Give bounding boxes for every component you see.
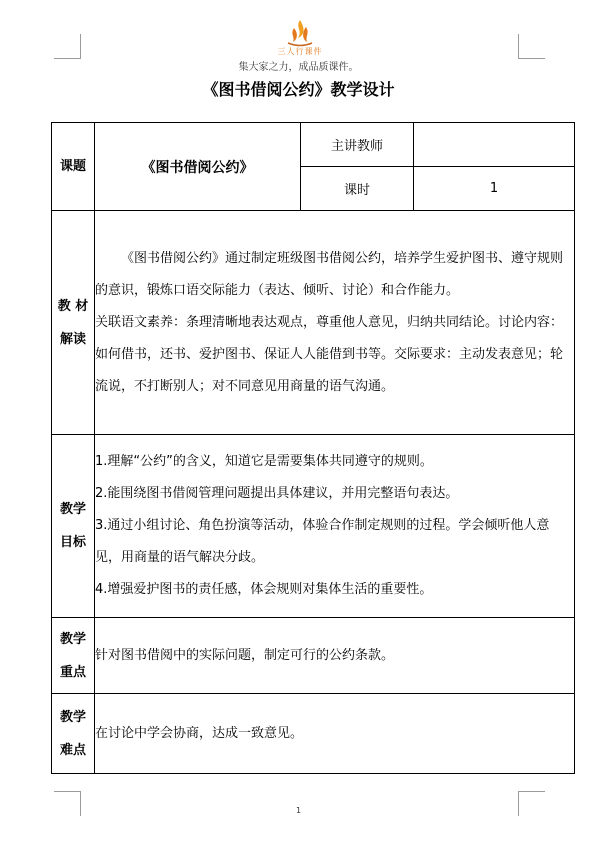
hours-label: 课时 [301, 167, 414, 211]
material-label-line2: 解读 [59, 331, 86, 347]
goals-content [95, 435, 575, 618]
difficulty-content: 在讨论中学会协商，达成一致意见。 [95, 694, 575, 774]
material-paragraph-2: 关联语文素养：条理清晰地表达观点，尊重他人意见，归纳共同结论。讨论内容：如何借书，还书、爱护图书、保证人人能借到书等。交际要求：主动发表意见；轮流说，不打断别人；对不同意见用商量的语气沟通。 [95, 314, 564, 394]
goals-label-line2: 目标 [59, 535, 86, 550]
page-number: 1 [295, 806, 302, 815]
focus-label-line1: 教学 [59, 631, 86, 647]
hours-value: 1 [414, 167, 575, 211]
table-row [52, 618, 575, 694]
material-label-line1: 教 材 [57, 298, 89, 314]
goals-label-line1: 教学 [59, 502, 86, 517]
focus-label [52, 618, 95, 694]
teacher-value [414, 123, 575, 167]
flame-logo-icon [272, 18, 328, 48]
teacher-label: 主讲教师 [301, 123, 414, 167]
topic-value: 《图书借阅公约》 [95, 123, 301, 211]
table-row [52, 123, 575, 167]
material-paragraph-1: 《图书借阅公约》通过制定班级图书借阅公约，培养学生爱护图书、遵守规则的意识，锻炼口语交际能力（表达、倾听、讨论）和合作能力。 [95, 250, 564, 298]
difficulty-label [52, 694, 95, 774]
table-row [52, 435, 575, 618]
logo-text: 三人行课件 [277, 47, 323, 56]
goal-item: 4.增强爱护图书的责任感，体会规则对集体生活的重要性。 [95, 582, 433, 597]
header-slogan: 集大家之力，成品质课件。 [238, 62, 359, 73]
focus-label-line2: 重点 [59, 664, 86, 680]
crop-mark-top-right [518, 34, 545, 59]
document-title: 《图书借阅公约》教学设计 [202, 80, 395, 99]
material-content [95, 211, 575, 435]
goal-item: 2.能围绕图书借阅管理问题提出具体建议，并用完整语句表达。 [95, 486, 459, 501]
publisher-logo [272, 18, 328, 62]
goal-item: 3.通过小组讨论、角色扮演等活动，体验合作制定规则的过程。学会倾听他人意见，用商量的语气解决分歧。 [95, 518, 550, 565]
goal-item: 1.理解“公约”的含义，知道它是需要集体共同遵守的规则。 [95, 454, 433, 469]
crop-mark-top-left [54, 34, 81, 59]
topic-label: 课题 [52, 123, 95, 211]
difficulty-label-line2: 难点 [59, 742, 86, 758]
focus-content: 针对图书借阅中的实际问题，制定可行的公约条款。 [95, 618, 575, 694]
lesson-plan-table [51, 122, 575, 774]
goals-label [52, 435, 95, 618]
table-row [52, 211, 575, 435]
difficulty-label-line1: 教学 [59, 709, 86, 725]
table-row [52, 694, 575, 774]
material-label [52, 211, 95, 435]
